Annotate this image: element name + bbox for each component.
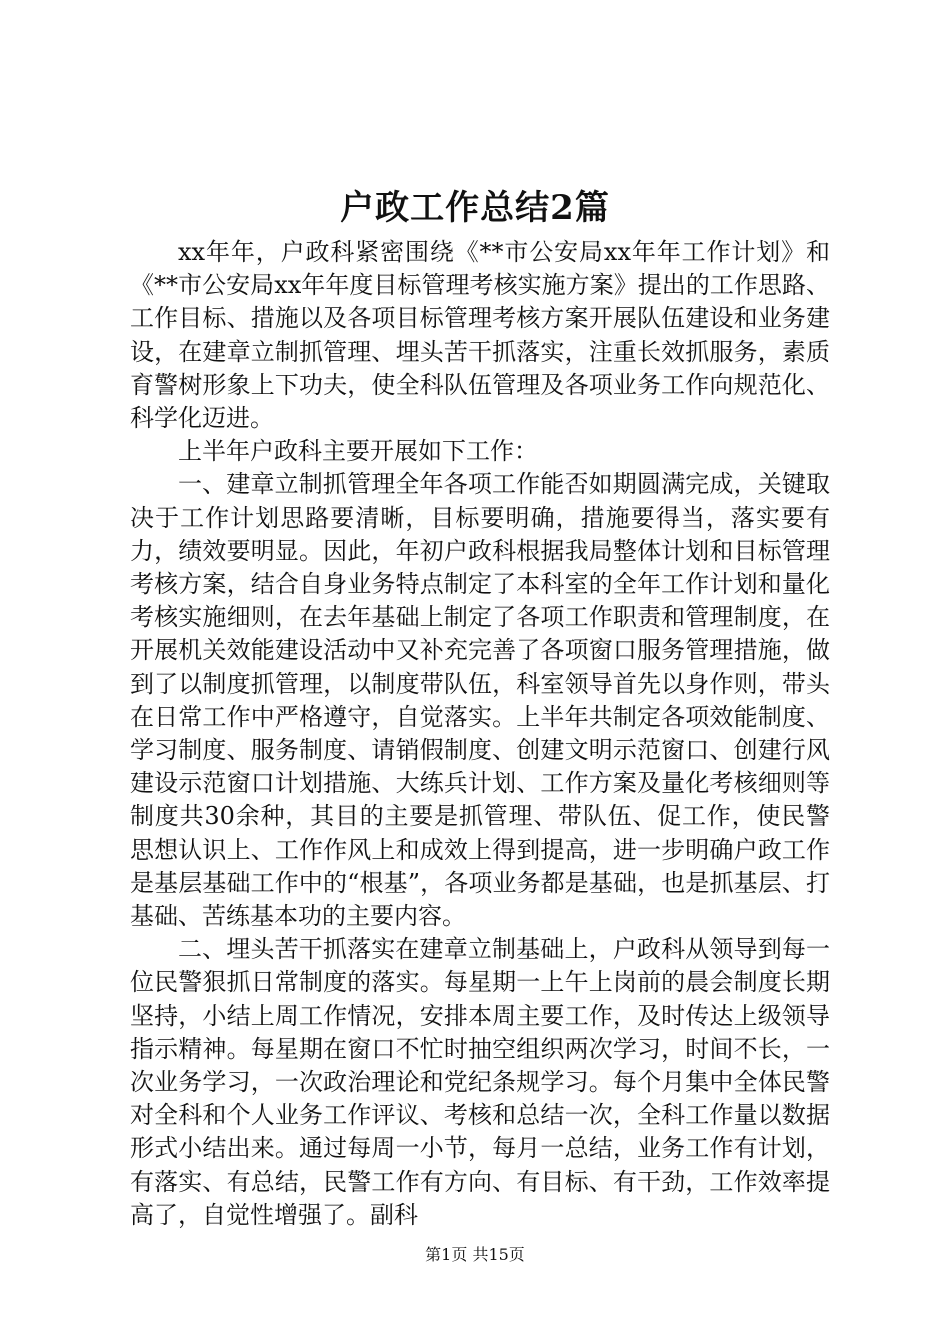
document-title: 户政工作总结2篇 — [340, 188, 610, 228]
paragraph-intro: xx年年，户政科紧密围绕《**市公安局xx年年工作计划》和《**市公安局xx年年度目标管理考核实施方案》提出的工作思路、工作目标、措施以及各项目标管理考核方案开展队伍建设和业务建设，在建章立制抓管理、埋头苦干抓落实，注重长效抓服务，素质育警树形象上下功夫，使全科队伍管理及各项业务工作向规范化、科学化迈进。 — [130, 238, 830, 433]
paragraph-overview: 上半年户政科主要开展如下工作： — [178, 437, 538, 466]
paragraph-section-1: 一、建章立制抓管理全年各项工作能否如期圆满完成，关键取决于工作计划思路要清晰，目标要明确，措施要得当，落实要有力，绩效要明显。因此，年初户政科根据我局整体计划和目标管理考核方案，结合自身业务特点制定了本科室的全年工作计划和量化考核实施细则，在去年基础上制定了各项工作职责和管理制度，在开展机关效能建设活动中又补充完善了各项窗口服务管理措施，做到了以制度抓管理，以制度带队伍，科室领导首先以身作则，带头在日常工作中严格遵守，自觉落实。上半年共制定各项效能制度、学习制度、服务制度、请销假制度、创建文明示范窗口、创建行风建设示范窗口计划措施、大练兵计划、工作方案及量化考核细则等制度共30余种，其目的主要是抓管理、带队伍、促工作，使民警思想认识上、工作作风上和成效上得到提高，进一步明确户政工作是基层基础工作中的“根基”，各项业务都是基础，也是抓基层、打基础、苦练基本功的主要内容。 — [130, 470, 830, 931]
document-body — [130, 236, 830, 1232]
page-number-footer: 第1页 共15页 — [425, 1245, 525, 1264]
paragraph-section-2: 二、埋头苦干抓落实在建章立制基础上，户政科从领导到每一位民警狠抓日常制度的落实。每星期一上午上岗前的晨会制度长期坚持，小结上周工作情况，安排本周主要工作，及时传达上级领导指示精神。每星期在窗口不忙时抽空组织两次学习，时间不长，一次业务学习，一次政治理论和党纪条规学习。每个月集中全体民警对全科和个人业务工作评议、考核和总结一次，全科工作量以数据形式小结出来。通过每周一小节，每月一总结，业务工作有计划，有落实、有总结，民警工作有方向、有目标、有干劲，工作效率提高了，自觉性增强了。副科 — [130, 935, 830, 1229]
